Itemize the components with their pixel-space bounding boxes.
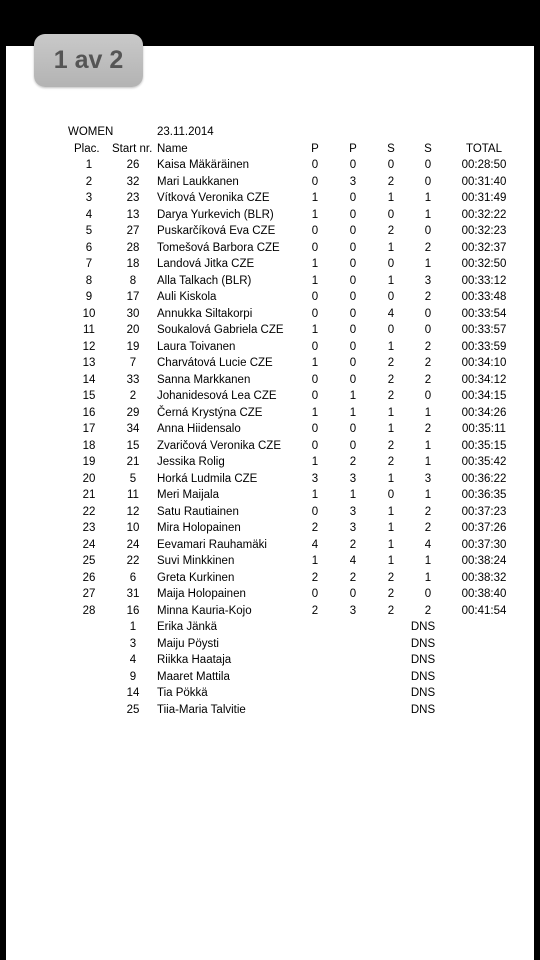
placing: 26	[82, 571, 96, 584]
athlete-name: Jessika Rolig	[157, 456, 225, 468]
start-number: 16	[126, 604, 140, 617]
table-row	[0, 240, 540, 257]
prone-1-misses: 0	[311, 225, 319, 237]
placing: 4	[85, 208, 93, 221]
prone-2-misses: 0	[349, 588, 357, 600]
standing-2-misses: 2	[424, 357, 432, 369]
athlete-name: Satu Rautiainen	[157, 505, 239, 518]
prone-2-misses: 3	[349, 522, 357, 534]
athlete-name: Maaret Mattila	[157, 670, 230, 683]
athlete-name: Darya Yurkevich (BLR)	[157, 208, 274, 221]
start-number: 6	[129, 571, 137, 584]
athlete-name: Laura Toivanen	[157, 340, 236, 353]
total-time: 00:34:12	[461, 373, 507, 386]
start-number: 33	[126, 373, 140, 386]
standing-1-misses: 2	[387, 225, 395, 237]
standing-1-misses: 1	[387, 472, 395, 485]
prone-1-misses: 0	[311, 588, 319, 600]
athlete-name: Charvátová Lucie CZE	[157, 357, 273, 369]
standing-1-misses: 1	[387, 274, 395, 287]
standing-1-misses: 1	[387, 522, 395, 534]
placing: 10	[82, 307, 96, 320]
dns-row	[0, 619, 540, 636]
page-indicator-badge: 1 av 2	[34, 34, 143, 87]
start-number: 11	[127, 489, 139, 501]
start-number: 20	[126, 324, 140, 336]
placing: 21	[82, 489, 96, 501]
prone-1-misses: 1	[311, 456, 319, 468]
start-number: 9	[129, 670, 137, 683]
total-time: 00:32:22	[461, 208, 507, 221]
dns-row	[0, 652, 540, 669]
placing: 12	[82, 340, 96, 353]
start-number: 27	[126, 225, 140, 237]
dns-status: DNS	[410, 654, 436, 666]
table-row	[0, 157, 540, 174]
table-row	[0, 487, 540, 504]
standing-1-misses: 1	[387, 555, 395, 567]
start-number: 34	[126, 423, 140, 435]
prone-1-misses: 1	[311, 274, 319, 287]
standing-1-misses: 2	[387, 175, 395, 188]
start-number: 1	[129, 621, 137, 633]
start-number: 21	[126, 456, 140, 468]
prone-2-misses: 0	[349, 373, 357, 386]
standing-2-misses: 1	[424, 258, 432, 270]
standing-2-misses: 1	[424, 571, 432, 584]
athlete-name: Mari Laukkanen	[157, 175, 239, 188]
standing-1-misses: 1	[387, 241, 395, 254]
standing-1-misses: 2	[387, 439, 395, 452]
athlete-name: Anna Hiidensalo	[157, 423, 241, 435]
placing: 6	[85, 241, 93, 254]
prone-2-misses: 1	[349, 406, 357, 419]
standing-1-misses: 0	[387, 159, 395, 171]
total-time: 00:38:24	[461, 555, 507, 567]
standing-1-misses: 1	[387, 538, 395, 551]
standing-2-misses: 0	[424, 588, 432, 600]
standing-2-misses: 0	[424, 307, 432, 320]
col-header-plac: Plac.	[74, 142, 100, 155]
table-row	[0, 174, 540, 191]
prone-1-misses: 1	[311, 489, 319, 501]
athlete-name: Suvi Minkkinen	[157, 555, 235, 567]
athlete-name: Greta Kurkinen	[157, 571, 235, 584]
start-number: 13	[126, 208, 140, 221]
standing-1-misses: 4	[387, 307, 395, 320]
athlete-name: Soukalová Gabriela CZE	[157, 324, 284, 336]
table-row	[0, 504, 540, 521]
total-time: 00:33:59	[461, 340, 507, 353]
prone-1-misses: 0	[311, 241, 319, 254]
prone-1-misses: 0	[311, 175, 319, 188]
table-row	[0, 520, 540, 537]
prone-1-misses: 2	[311, 604, 319, 617]
total-time: 00:31:40	[461, 175, 507, 188]
total-time: 00:38:32	[461, 571, 507, 584]
placing: 16	[82, 406, 96, 419]
prone-1-misses: 0	[311, 423, 319, 435]
prone-2-misses: 1	[349, 390, 357, 402]
standing-2-misses: 0	[424, 159, 432, 171]
col-header-s1: S	[387, 142, 395, 155]
standing-2-misses: 3	[424, 472, 432, 485]
placing: 9	[85, 291, 93, 303]
standing-1-misses: 1	[387, 192, 395, 204]
col-header-start: Start nr.	[112, 142, 153, 155]
start-number: 7	[129, 357, 137, 369]
start-number: 23	[126, 192, 140, 204]
dns-status: DNS	[410, 703, 436, 716]
placing: 17	[82, 423, 96, 435]
total-time: 00:35:11	[462, 423, 506, 435]
table-row	[0, 471, 540, 488]
table-row	[0, 388, 540, 405]
total-time: 00:32:37	[461, 241, 507, 254]
prone-1-misses: 0	[311, 159, 319, 171]
placing: 20	[82, 472, 96, 485]
total-time: 00:33:48	[461, 291, 507, 303]
table-row	[0, 537, 540, 554]
prone-2-misses: 0	[349, 159, 357, 171]
dns-row	[0, 669, 540, 686]
standing-2-misses: 0	[424, 225, 432, 237]
standing-2-misses: 2	[424, 423, 432, 435]
table-row	[0, 190, 540, 207]
athlete-name: Minna Kauria-Kojo	[157, 604, 252, 617]
start-number: 18	[126, 258, 140, 270]
placing: 13	[82, 357, 96, 369]
col-header-total: TOTAL	[466, 142, 502, 155]
standing-2-misses: 2	[424, 373, 432, 386]
table-row	[0, 289, 540, 306]
col-header-p2: P	[349, 142, 357, 155]
placing: 3	[85, 192, 93, 204]
prone-2-misses: 2	[349, 456, 357, 468]
prone-1-misses: 0	[311, 439, 319, 452]
prone-2-misses: 3	[349, 604, 357, 617]
athlete-name: Mira Holopainen	[157, 522, 241, 534]
standing-1-misses: 0	[387, 258, 395, 270]
prone-2-misses: 0	[349, 357, 357, 369]
table-row	[0, 339, 540, 356]
prone-1-misses: 0	[311, 373, 319, 386]
dns-status: DNS	[410, 621, 436, 633]
prone-2-misses: 2	[349, 571, 357, 584]
standing-1-misses: 0	[387, 208, 395, 221]
total-time: 00:41:54	[461, 604, 507, 617]
standing-2-misses: 2	[424, 291, 432, 303]
prone-1-misses: 3	[311, 472, 319, 485]
dns-row	[0, 702, 540, 719]
prone-2-misses: 0	[349, 340, 357, 353]
standing-1-misses: 1	[387, 423, 395, 435]
athlete-name: Vítková Veronika CZE	[157, 192, 270, 204]
prone-1-misses: 1	[311, 324, 319, 336]
start-number: 28	[126, 241, 140, 254]
prone-2-misses: 3	[349, 505, 357, 518]
start-number: 5	[129, 472, 137, 485]
table-row	[0, 273, 540, 290]
prone-2-misses: 0	[349, 208, 357, 221]
athlete-name: Eevamari Rauhamäki	[157, 538, 267, 551]
prone-2-misses: 4	[349, 555, 357, 567]
table-row	[0, 553, 540, 570]
total-time: 00:28:50	[461, 159, 507, 171]
placing: 22	[82, 505, 96, 518]
start-number: 17	[126, 291, 140, 303]
standing-1-misses: 1	[387, 406, 395, 419]
total-time: 00:36:35	[461, 489, 507, 501]
athlete-name: Alla Talkach (BLR)	[157, 274, 252, 287]
athlete-name: Riikka Haataja	[157, 654, 232, 666]
total-time: 00:31:49	[461, 192, 507, 204]
table-row	[0, 405, 540, 422]
col-header-name: Name	[157, 142, 188, 155]
standing-1-misses: 2	[387, 588, 395, 600]
start-number: 32	[126, 175, 140, 188]
category-label: WOMEN	[68, 126, 114, 138]
dns-status: DNS	[410, 637, 436, 650]
athlete-name: Tiia-Maria Talvitie	[157, 703, 246, 716]
athlete-name: Tia Pökkä	[157, 687, 208, 699]
athlete-name: Annukka Siltakorpi	[157, 307, 253, 320]
start-number: 3	[129, 637, 137, 650]
start-number: 10	[126, 522, 140, 534]
prone-2-misses: 0	[349, 291, 357, 303]
standing-2-misses: 2	[424, 241, 432, 254]
table-row	[0, 355, 540, 372]
athlete-name: Kaisa Mäkäräinen	[157, 159, 250, 171]
col-header-p1: P	[311, 142, 319, 155]
standing-2-misses: 0	[424, 175, 432, 188]
standing-2-misses: 2	[424, 505, 432, 518]
athlete-name: Horká Ludmila CZE	[157, 472, 258, 485]
start-number: 24	[126, 538, 140, 551]
placing: 2	[85, 175, 93, 188]
standing-1-misses: 2	[387, 390, 395, 402]
start-number: 25	[126, 703, 140, 716]
table-row	[0, 421, 540, 438]
prone-2-misses: 0	[349, 241, 357, 254]
prone-1-misses: 1	[311, 192, 319, 204]
placing: 7	[85, 258, 93, 270]
placing: 14	[82, 373, 96, 386]
dns-row	[0, 636, 540, 653]
table-row	[0, 603, 540, 620]
table-row	[0, 438, 540, 455]
total-time: 00:32:50	[461, 258, 507, 270]
standing-2-misses: 2	[424, 522, 432, 534]
table-row	[0, 322, 540, 339]
prone-2-misses: 0	[349, 258, 357, 270]
prone-2-misses: 0	[349, 423, 357, 435]
table-row	[0, 207, 540, 224]
start-number: 8	[129, 274, 137, 287]
table-row	[0, 372, 540, 389]
table-row	[0, 454, 540, 471]
total-time: 00:35:42	[461, 456, 507, 468]
total-time: 00:37:23	[461, 505, 507, 518]
placing: 23	[82, 522, 96, 534]
placing: 28	[82, 604, 96, 617]
standing-2-misses: 1	[424, 406, 432, 419]
placing: 18	[82, 439, 96, 452]
standing-1-misses: 2	[387, 357, 395, 369]
athlete-name: Tomešová Barbora CZE	[157, 241, 280, 254]
results-table	[0, 157, 540, 718]
start-number: 31	[126, 588, 140, 600]
standing-2-misses: 2	[424, 340, 432, 353]
athlete-name: Meri Maijala	[157, 489, 219, 501]
table-row	[0, 256, 540, 273]
prone-2-misses: 1	[349, 489, 357, 501]
standing-1-misses: 0	[387, 489, 395, 501]
prone-2-misses: 0	[349, 225, 357, 237]
athlete-name: Puskarčíková Eva CZE	[157, 225, 276, 237]
start-number: 30	[126, 307, 140, 320]
table-row	[0, 570, 540, 587]
prone-1-misses: 0	[311, 505, 319, 518]
prone-1-misses: 0	[311, 307, 319, 320]
standing-1-misses: 2	[387, 604, 395, 617]
prone-1-misses: 0	[311, 291, 319, 303]
standing-2-misses: 1	[424, 192, 432, 204]
dns-status: DNS	[410, 670, 436, 683]
total-time: 00:33:54	[461, 307, 507, 320]
prone-1-misses: 0	[311, 390, 319, 402]
prone-1-misses: 1	[311, 208, 319, 221]
start-number: 29	[126, 406, 140, 419]
start-number: 15	[126, 439, 140, 452]
dns-status: DNS	[410, 687, 436, 699]
standing-1-misses: 1	[387, 505, 395, 518]
total-time: 00:37:26	[461, 522, 507, 534]
athlete-name: Černá Krystýna CZE	[157, 406, 263, 419]
prone-2-misses: 0	[349, 274, 357, 287]
placing: 5	[85, 225, 93, 237]
total-time: 00:33:57	[461, 324, 507, 336]
standing-2-misses: 1	[424, 439, 432, 452]
prone-2-misses: 3	[349, 472, 357, 485]
total-time: 00:34:15	[461, 390, 507, 402]
placing: 1	[85, 159, 93, 171]
prone-1-misses: 1	[311, 357, 319, 369]
prone-2-misses: 0	[349, 192, 357, 204]
total-time: 00:32:23	[461, 225, 507, 237]
standing-2-misses: 3	[424, 274, 432, 287]
dns-row	[0, 685, 540, 702]
prone-2-misses: 0	[349, 307, 357, 320]
table-row	[0, 223, 540, 240]
placing: 15	[82, 390, 96, 402]
athlete-name: Auli Kiskola	[157, 291, 217, 303]
placing: 25	[82, 555, 96, 567]
athlete-name: Maiju Pöysti	[157, 637, 219, 650]
standing-2-misses: 1	[424, 555, 432, 567]
start-number: 2	[129, 390, 137, 402]
race-date: 23.11.2014	[157, 126, 214, 138]
total-time: 00:36:22	[461, 472, 507, 485]
standing-2-misses: 1	[424, 208, 432, 221]
total-time: 00:34:10	[461, 357, 507, 369]
total-time: 00:38:40	[461, 588, 507, 600]
start-number: 19	[126, 340, 140, 353]
standing-2-misses: 2	[424, 604, 432, 617]
standing-1-misses: 0	[387, 291, 395, 303]
total-time: 00:37:30	[461, 538, 507, 551]
prone-1-misses: 0	[311, 340, 319, 353]
placing: 24	[82, 538, 96, 551]
prone-2-misses: 0	[349, 324, 357, 336]
standing-1-misses: 2	[387, 571, 395, 584]
start-number: 22	[126, 555, 140, 567]
placing: 8	[85, 274, 93, 287]
athlete-name: Landová Jitka CZE	[157, 258, 255, 270]
athlete-name: Sanna Markkanen	[157, 373, 251, 386]
placing: 19	[82, 456, 96, 468]
standing-2-misses: 4	[424, 538, 432, 551]
start-number: 26	[126, 159, 140, 171]
placing: 27	[82, 588, 96, 600]
start-number: 14	[126, 687, 140, 699]
total-time: 00:34:26	[461, 406, 507, 419]
prone-1-misses: 1	[311, 258, 319, 270]
total-time: 00:35:15	[461, 439, 507, 452]
prone-2-misses: 2	[349, 538, 357, 551]
athlete-name: Johanidesová Lea CZE	[157, 390, 277, 402]
prone-1-misses: 2	[311, 571, 319, 584]
start-number: 4	[129, 654, 137, 666]
prone-2-misses: 0	[349, 439, 357, 452]
prone-1-misses: 2	[311, 522, 319, 534]
standing-1-misses: 2	[387, 373, 395, 386]
prone-1-misses: 4	[311, 538, 319, 551]
standing-1-misses: 2	[387, 456, 395, 468]
standing-1-misses: 0	[387, 324, 395, 336]
start-number: 12	[126, 505, 140, 518]
standing-2-misses: 1	[424, 489, 432, 501]
standing-2-misses: 1	[424, 456, 432, 468]
prone-2-misses: 3	[349, 175, 357, 188]
placing: 11	[83, 324, 95, 336]
table-row	[0, 586, 540, 603]
prone-1-misses: 1	[311, 406, 319, 419]
table-row	[0, 306, 540, 323]
standing-2-misses: 0	[424, 390, 432, 402]
athlete-name: Maija Holopainen	[157, 588, 246, 600]
athlete-name: Erika Jänkä	[157, 621, 218, 633]
standing-2-misses: 0	[424, 324, 432, 336]
athlete-name: Zvaričová Veronika CZE	[157, 439, 281, 452]
prone-1-misses: 1	[311, 555, 319, 567]
col-header-s2: S	[424, 142, 432, 155]
total-time: 00:33:12	[461, 274, 507, 287]
standing-1-misses: 1	[387, 340, 395, 353]
